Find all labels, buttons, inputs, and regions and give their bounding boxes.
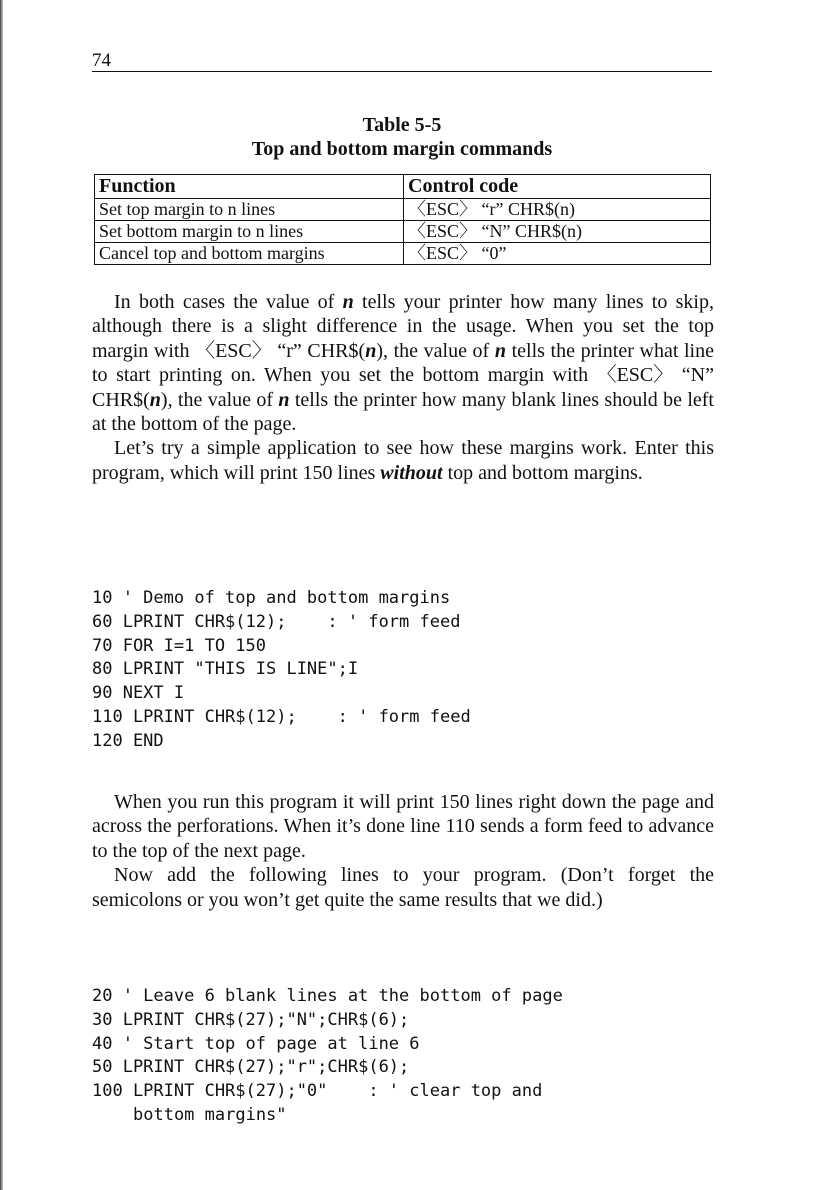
paragraph-add-lines: Now add the following lines to your program. (Don’t forget the semicolons or you won’t get quite the same results that we did.) (92, 864, 714, 911)
emphasis-without: without (380, 461, 443, 484)
code-line: bottom margins" (133, 1104, 287, 1125)
paragraph-run-program: When you run this program it will print 150 lines right down the page and across the perforations. When it’s done line 110 sends a form feed to advance to the top of the next page. (92, 791, 714, 862)
text-run: Let’s try a simple application to see how these margins work. Enter this program, which will print 150 lines (92, 437, 714, 484)
column-header-function: Function (95, 175, 404, 199)
header-rule (92, 71, 712, 72)
code-line: 20 ' Leave 6 blank lines at the bottom of page (92, 986, 563, 1006)
table-row (95, 243, 711, 265)
paragraph-n-value (92, 290, 714, 436)
code-line: 60 LPRINT CHR$(12); : ' form feed (92, 611, 461, 632)
text-run: tells the printer what line to start printing on. When you set the bottom margin with 〈ESC〉 “N” CHR$( (92, 339, 714, 411)
table-row (95, 221, 711, 243)
code-listing-2 (92, 985, 732, 1128)
page-edge (0, 0, 3, 1190)
code-line: 30 LPRINT CHR$(27);"N";CHR$(6); (92, 1009, 410, 1030)
code-line: 10 ' Demo of top and bottom margins (92, 588, 451, 608)
code-line: 120 END (92, 730, 164, 751)
table-cell-function: Set bottom margin to n lines (95, 221, 404, 243)
variable-n: n (342, 291, 354, 313)
variable-n: n (494, 339, 506, 362)
column-header-control-code: Control code (404, 175, 711, 199)
text-run: top and bottom margins. (442, 461, 643, 484)
code-line: 50 LPRINT CHR$(27);"r";CHR$(6); (92, 1057, 410, 1078)
text-run: ), the value of (160, 388, 279, 411)
code-line: 40 ' Start top of page at line 6 (92, 1033, 420, 1054)
variable-n: n (278, 388, 290, 411)
table-header-row (95, 175, 711, 199)
table-cell-function: Cancel top and bottom margins (95, 243, 404, 265)
code-line: 80 LPRINT "THIS IS LINE";I (92, 659, 359, 680)
code-line: 110 LPRINT CHR$(12); : ' form feed (92, 706, 471, 727)
margin-commands-table (94, 174, 711, 265)
text-run: tells your printer how many lines to skip, although there is a slight difference in the usage. When you set the top margin with 〈ESC〉 “r” CHR$( (92, 291, 714, 362)
variable-n: n (149, 388, 161, 411)
table-cell-code: 〈ESC〉 “r” CHR$(n) (404, 199, 711, 221)
table-cell-function: Set top margin to n lines (95, 199, 404, 221)
text-run: ), the value of (376, 339, 495, 362)
table-number: Table 5-5 (362, 114, 442, 136)
table-row (95, 199, 711, 221)
body-text-2 (92, 790, 714, 912)
table-cell-code: 〈ESC〉 “0” (404, 243, 711, 265)
code-line: 70 FOR I=1 TO 150 (92, 635, 266, 656)
text-run: In both cases the value of (114, 291, 343, 313)
variable-n: n (365, 339, 377, 362)
body-text-1 (92, 290, 714, 485)
code-line: 100 LPRINT CHR$(27);"0" : ' clear top and (92, 1081, 543, 1102)
table-title: Top and bottom margin commands (251, 138, 553, 160)
table-cell-code: 〈ESC〉 “N” CHR$(n) (404, 221, 711, 243)
code-listing-1 (92, 587, 732, 754)
code-line: 90 NEXT I (92, 683, 185, 704)
text-run: tells the printer how many blank lines should be left at the bottom of the page. (92, 388, 714, 436)
paragraph-try-application (92, 436, 714, 485)
page-number: 74 (92, 50, 111, 71)
